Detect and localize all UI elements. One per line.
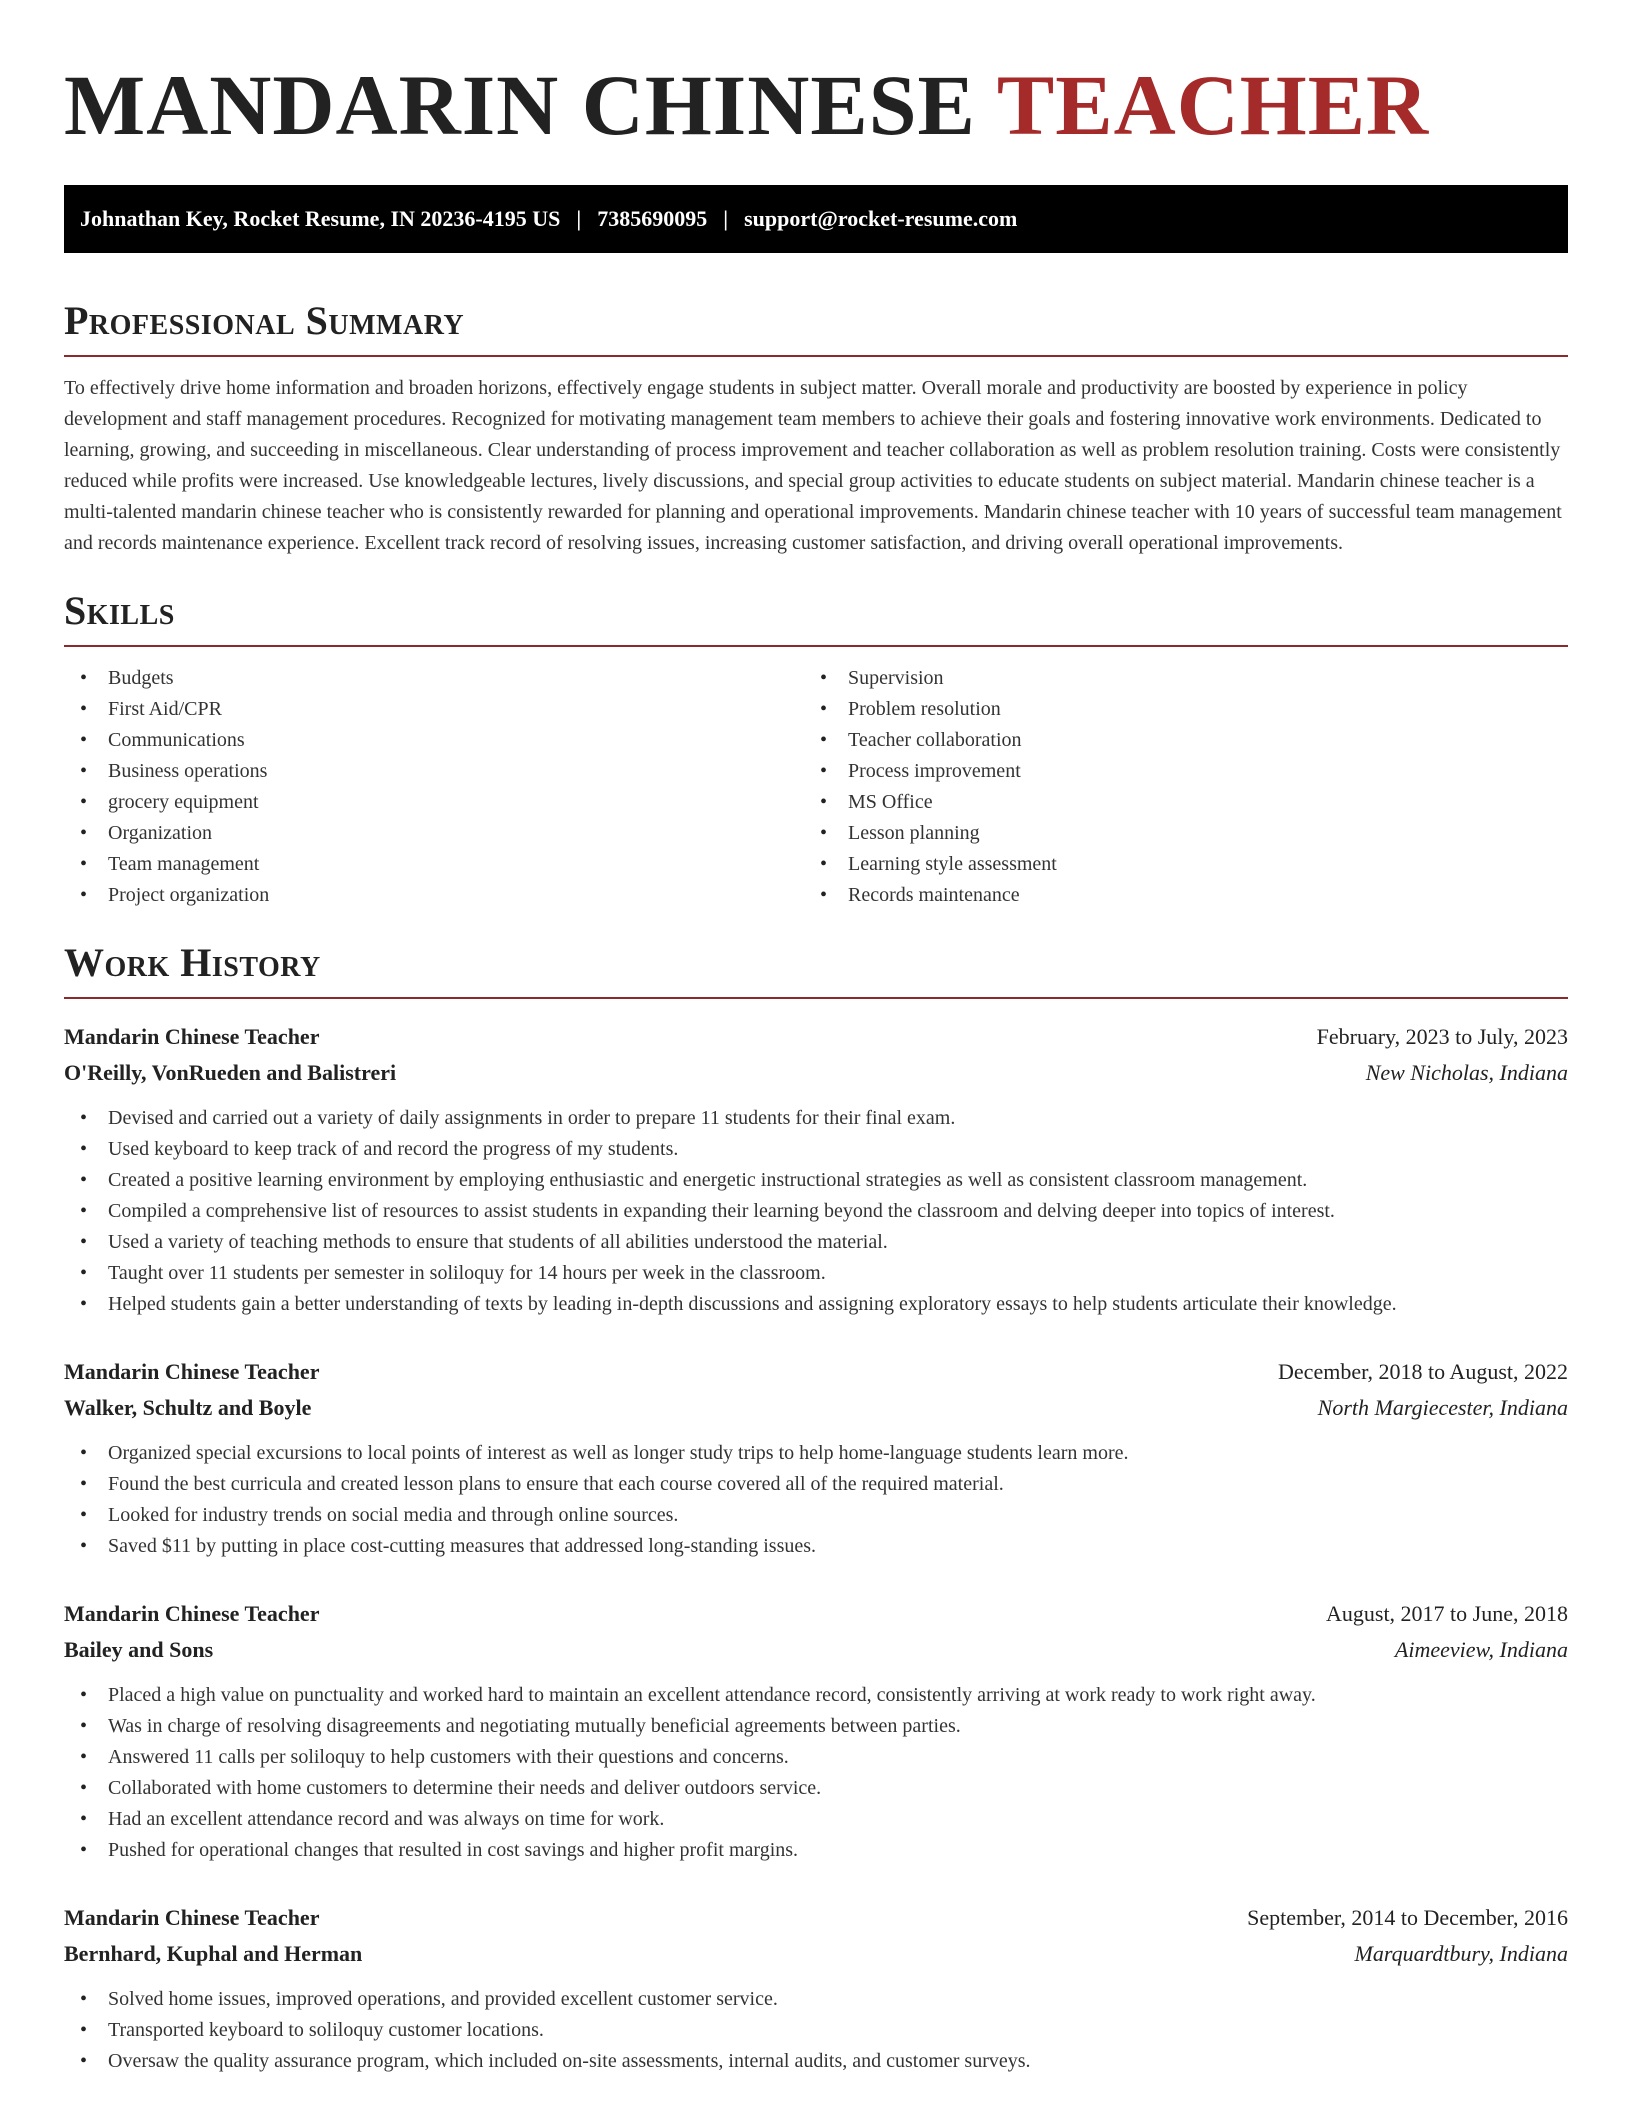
job-location: North Margiecester, Indiana	[1317, 1394, 1568, 1420]
job-duties	[64, 1103, 1568, 1320]
job-duty-item: • Oversaw the quality assurance program, which included on-site assessments, internal audits, and customer surveys.	[64, 2046, 1568, 2077]
job-company: Walker, Schultz and Boyle	[64, 1394, 312, 1420]
work-history-heading: Work History	[64, 941, 1568, 999]
contact-email: support@rocket-resume.com	[744, 205, 1018, 231]
skills-column-right	[804, 663, 1544, 911]
job-duty-item: • Answered 11 calls per soliloquy to help customers with their questions and concerns.	[64, 1742, 1568, 1773]
job-title-row	[64, 1019, 1568, 1055]
skills-list	[64, 663, 1568, 911]
job-duty-item: • Transported keyboard to soliloquy customer locations.	[64, 2015, 1568, 2046]
job-duties	[64, 1984, 1568, 2077]
job-company-row	[64, 1390, 1568, 1426]
job-title-row	[64, 1900, 1568, 1936]
skill-item: • Teacher collaboration	[804, 725, 1544, 756]
skill-item: • Records maintenance	[804, 880, 1544, 911]
job-entry	[64, 1354, 1568, 1562]
contact-separator: |	[576, 205, 582, 231]
job-company: Bailey and Sons	[64, 1636, 214, 1662]
job-company: O'Reilly, VonRueden and Balistreri	[64, 1059, 397, 1085]
contact-address: Johnathan Key, Rocket Resume, IN 20236-4195 US	[80, 205, 561, 231]
skill-item: • Project organization	[64, 880, 804, 911]
job-entry	[64, 1019, 1568, 1320]
job-company-row	[64, 1055, 1568, 1091]
skill-item: • Process improvement	[804, 756, 1544, 787]
job-duty-item: • Used a variety of teaching methods to ensure that students of all abilities understood the material.	[64, 1227, 1568, 1258]
job-duties	[64, 1438, 1568, 1562]
skill-item: • MS Office	[804, 787, 1544, 818]
work-history-list	[64, 1019, 1568, 2077]
job-duty-item: • Devised and carried out a variety of daily assignments in order to prepare 11 students for their final exam.	[64, 1103, 1568, 1134]
job-location: Marquardtbury, Indiana	[1354, 1940, 1568, 1966]
job-duty-item: • Placed a high value on punctuality and worked hard to maintain an excellent attendance record, consistently arriving at work ready to work right away.	[64, 1680, 1568, 1711]
job-duty-item: • Looked for industry trends on social media and through online sources.	[64, 1500, 1568, 1531]
job-duty-item: • Solved home issues, improved operations, and provided excellent customer service.	[64, 1984, 1568, 2015]
title-main: MANDARIN CHINESE	[64, 57, 976, 153]
job-duty-item: • Organized special excursions to local points of interest as well as longer study trips to help home-language students learn more.	[64, 1438, 1568, 1469]
job-company-row	[64, 1936, 1568, 1972]
job-dates: August, 2017 to June, 2018	[1326, 1600, 1568, 1626]
job-duty-item: • Taught over 11 students per semester in soliloquy for 14 hours per week in the classroom.	[64, 1258, 1568, 1289]
job-title-row	[64, 1596, 1568, 1632]
job-title: Mandarin Chinese Teacher	[64, 1358, 320, 1384]
job-dates: February, 2023 to July, 2023	[1316, 1023, 1568, 1049]
job-duty-item: • Pushed for operational changes that resulted in cost savings and higher profit margins.	[64, 1835, 1568, 1866]
skill-item: • Lesson planning	[804, 818, 1544, 849]
job-location: New Nicholas, Indiana	[1365, 1059, 1568, 1085]
skill-item: • Supervision	[804, 663, 1544, 694]
job-entry	[64, 1900, 1568, 2077]
skills-column-left	[64, 663, 804, 911]
job-dates: September, 2014 to December, 2016	[1247, 1904, 1568, 1930]
skills-heading: Skills	[64, 589, 1568, 647]
skill-item: • Team management	[64, 849, 804, 880]
job-duty-item: • Was in charge of resolving disagreements and negotiating mutually beneficial agreements between parties.	[64, 1711, 1568, 1742]
job-duty-item: • Created a positive learning environment by employing enthusiastic and energetic instructional strategies as well as consistent classroom management.	[64, 1165, 1568, 1196]
job-title: Mandarin Chinese Teacher	[64, 1904, 320, 1930]
job-title: Mandarin Chinese Teacher	[64, 1023, 320, 1049]
skill-item: • grocery equipment	[64, 787, 804, 818]
job-duty-item: • Saved $11 by putting in place cost-cutting measures that addressed long-standing issues.	[64, 1531, 1568, 1562]
job-company: Bernhard, Kuphal and Herman	[64, 1940, 363, 1966]
job-title: Mandarin Chinese Teacher	[64, 1600, 320, 1626]
job-entry	[64, 1596, 1568, 1866]
contact-separator: |	[723, 205, 729, 231]
job-company-row	[64, 1632, 1568, 1668]
job-dates: December, 2018 to August, 2022	[1278, 1358, 1568, 1384]
skill-item: • Organization	[64, 818, 804, 849]
resume-title	[64, 56, 1568, 155]
job-duty-item: • Found the best curricula and created lesson plans to ensure that each course covered all of the required material.	[64, 1469, 1568, 1500]
job-duty-item: • Collaborated with home customers to determine their needs and deliver outdoors service.	[64, 1773, 1568, 1804]
skill-item: • Problem resolution	[804, 694, 1544, 725]
title-accent: TEACHER	[996, 57, 1430, 153]
contact-phone: 7385690095	[597, 205, 708, 231]
job-duty-item: • Had an excellent attendance record and was always on time for work.	[64, 1804, 1568, 1835]
skill-item: • Communications	[64, 725, 804, 756]
job-duty-item: • Compiled a comprehensive list of resources to assist students in expanding their learning beyond the classroom and delving deeper into topics of interest.	[64, 1196, 1568, 1227]
contact-bar	[64, 185, 1568, 253]
skill-item: • Budgets	[64, 663, 804, 694]
job-title-row	[64, 1354, 1568, 1390]
summary-text: To effectively drive home information and broaden horizons, effectively engage students in subject matter. Overall morale and productivity are boosted by experience in policy development and staff management procedures. Recognized for motivating management team members to achieve their goals and fostering innovative work environments. Dedicated to learning, growing, and succeeding in miscellaneous. Clear understanding of process improvement and teacher collaboration as well as problem resolution training. Costs were consistently reduced while profits were increased. Use knowledgeable lectures, lively discussions, and special group activities to educate students on subject material. Mandarin chinese teacher is a multi-talented mandarin chinese teacher who is consistently rewarded for planning and operational improvements. Mandarin chinese teacher with 10 years of successful team management and records maintenance experience. Excellent track record of resolving issues, increasing customer satisfaction, and driving overall operational improvements.	[64, 376, 1562, 554]
skill-item: • First Aid/CPR	[64, 694, 804, 725]
job-duty-item: • Used keyboard to keep track of and record the progress of my students.	[64, 1134, 1568, 1165]
job-location: Aimeeview, Indiana	[1394, 1636, 1568, 1662]
job-duties	[64, 1680, 1568, 1866]
job-duty-item: • Helped students gain a better understanding of texts by leading in-depth discussions and assigning exploratory essays to help students articulate their knowledge.	[64, 1289, 1568, 1320]
skill-item: • Learning style assessment	[804, 849, 1544, 880]
resume-page	[64, 0, 1568, 2077]
summary-heading: Professional Summary	[64, 299, 1568, 357]
skill-item: • Business operations	[64, 756, 804, 787]
